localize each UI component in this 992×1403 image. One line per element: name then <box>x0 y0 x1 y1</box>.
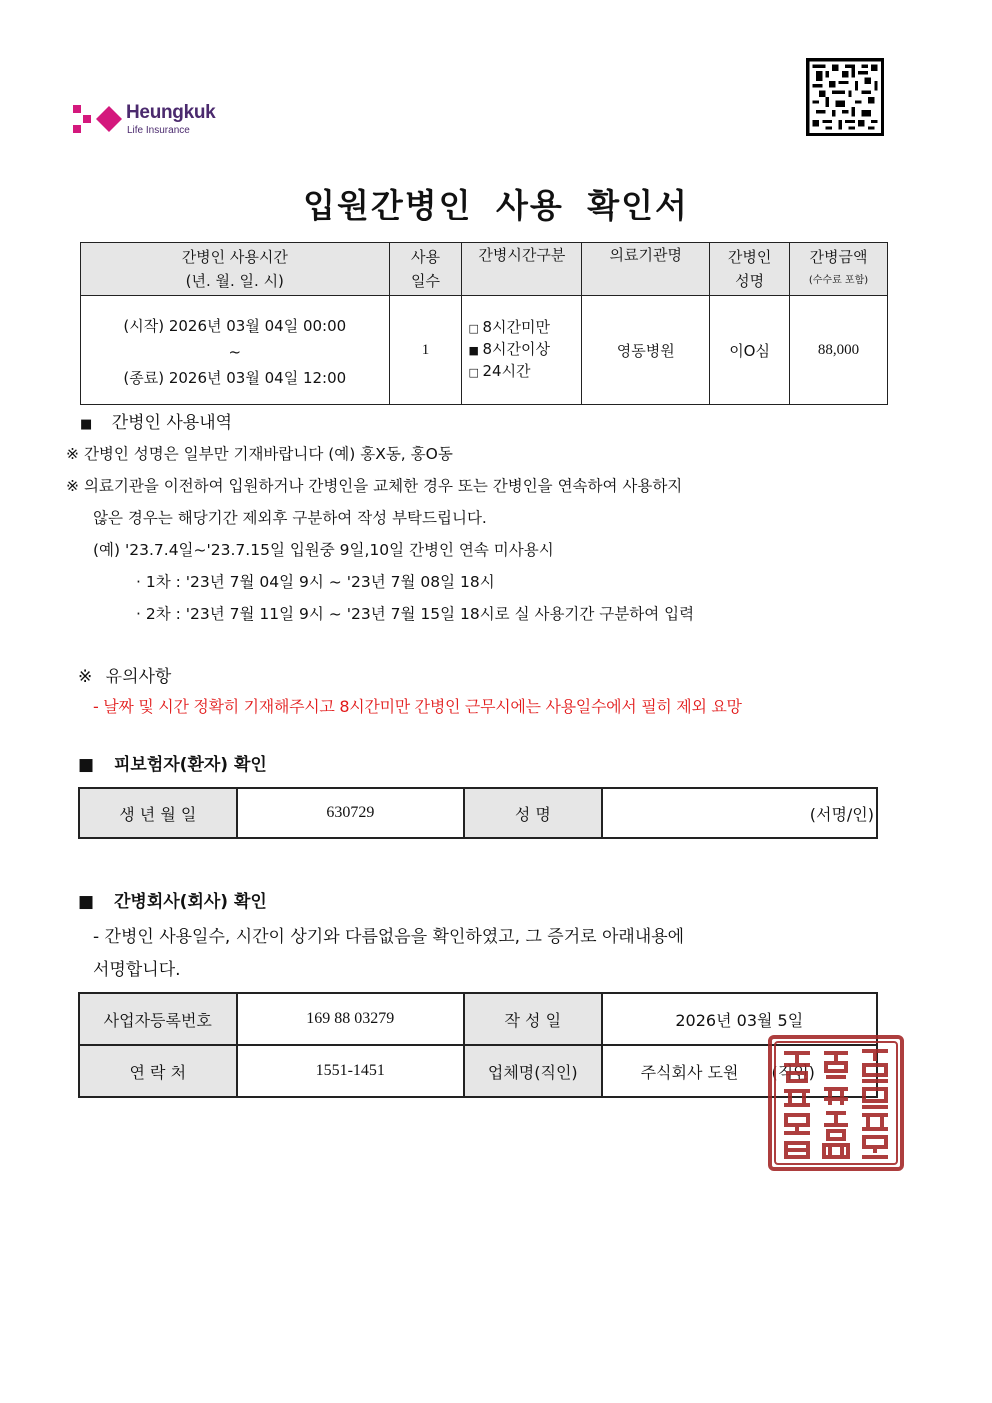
company-desc-line1: - 간병인 사용일수, 시간이 상기와 다름없음을 확인하였고, 그 증거로 아래내용에 <box>93 927 685 947</box>
usage-table-row <box>81 296 888 405</box>
usage-table-header <box>81 243 888 296</box>
note-1-text: 간병인 성명은 일부만 기재바랍니다 (예) 홍X동, 홍O동 <box>83 445 453 463</box>
note-2-line1: 의료기관을 이전하여 입원하거나 간병인을 교체한 경우 또는 간병인을 연속하여 사용하지 <box>83 477 683 495</box>
cell-usage-time <box>81 296 390 405</box>
cell-caregiver: 이O심 <box>710 296 790 405</box>
company-name: 주식회사 도원 <box>640 1062 739 1082</box>
header-caregiver <box>710 243 790 296</box>
header-category <box>462 243 582 296</box>
contact-value: 1551-1451 <box>237 1045 464 1097</box>
square-bullet-icon: ■ <box>78 892 95 912</box>
header-amount <box>790 243 888 296</box>
square-bullet-icon: ■ <box>78 755 95 775</box>
date-label: 작 성 일 <box>464 993 602 1045</box>
caution-heading-text: 유의사항 <box>105 667 172 687</box>
birth-value: 630729 <box>237 788 464 838</box>
example-line-1: · 1차 : '23년 7월 04일 9시 ~ '23년 7월 08일 18시 <box>136 573 495 591</box>
name-label: 성 명 <box>464 788 602 838</box>
note-2 <box>66 474 682 496</box>
cell-hospital: 영동병원 <box>582 296 710 405</box>
header-days-line2: 일수 <box>411 272 441 290</box>
company-name-label: 업체명(직인) <box>464 1045 602 1097</box>
registration-label: 사업자등록번호 <box>79 993 237 1045</box>
header-caregiver-line1: 간병인 <box>727 248 772 266</box>
caution-heading <box>78 662 171 687</box>
document-title: 입원간병인 사용 확인서 <box>303 186 689 225</box>
reference-mark-icon: ※ <box>78 667 93 687</box>
option-24h <box>468 361 581 383</box>
header-caregiver-line2: 성명 <box>735 272 765 290</box>
cell-category <box>462 296 582 405</box>
logo-brand: Heungkuk <box>126 102 216 123</box>
heungkuk-logo-icon <box>72 102 124 136</box>
patient-signature-field: (서명/인) <box>602 788 877 838</box>
contact-label: 연 락 처 <box>79 1045 237 1097</box>
registration-number: 169 88 03279 <box>237 993 464 1045</box>
patient-heading-text: 피보험자(환자) 확인 <box>113 755 267 775</box>
logo-subtitle: Life Insurance <box>127 125 190 136</box>
cell-amount: 88,000 <box>790 296 888 405</box>
example-text: (예) '23.7.4일~'23.7.15일 입원중 9일,10일 간병인 연속 미사용시 <box>93 541 554 559</box>
reference-mark-icon: ※ <box>66 445 79 463</box>
birth-label: 생 년 월 일 <box>79 788 237 838</box>
usage-table <box>80 242 888 405</box>
checkbox-empty-icon: □ <box>468 322 479 335</box>
header-amount-line1: 간병금액 <box>809 248 868 266</box>
option-label: 8시간이상 <box>482 340 550 358</box>
note-2-line2: 않은 경우는 해당기간 제외후 구분하여 작성 부탁드립니다. <box>93 509 487 527</box>
usage-tilde: ~ <box>228 343 242 361</box>
checkbox-checked-icon: ■ <box>468 344 479 357</box>
header-usage-time <box>81 243 390 296</box>
patient-table <box>78 787 878 839</box>
option-label: 24시간 <box>482 362 531 380</box>
note-1 <box>66 442 453 464</box>
reference-mark-icon: ※ <box>66 477 79 495</box>
option-over-8h <box>468 339 581 361</box>
usage-heading-text: 간병인 사용내역 <box>111 413 233 433</box>
date-value: 2026년 03월 5일 <box>602 993 877 1045</box>
option-under-8h <box>468 317 581 339</box>
header-time-line2: (년. 월. 일. 시) <box>185 272 284 290</box>
square-bullet-icon: ■ <box>80 417 93 432</box>
cell-usage-days: 1 <box>389 296 462 405</box>
option-label: 8시간미만 <box>482 318 550 336</box>
company-desc-line2: 서명합니다. <box>93 960 181 980</box>
header-hospital-label: 의료기관명 <box>609 246 682 264</box>
usage-heading <box>80 408 232 433</box>
usage-start: (시작) 2026년 03월 04일 00:00 <box>123 317 347 335</box>
header-usage-days <box>389 243 462 296</box>
header-category-label: 간병시간구분 <box>478 246 566 264</box>
qr-code-icon <box>806 58 884 136</box>
header-time-line1: 간병인 사용시간 <box>181 248 288 266</box>
example-line-2: · 2차 : '23년 7월 11일 9시 ~ '23년 7월 15일 18시로 실 사용기간 구분하여 입력 <box>136 605 695 623</box>
header-days-line1: 사용 <box>411 248 441 266</box>
checkbox-empty-icon: □ <box>468 366 479 379</box>
caution-text: - 날짜 및 시간 정확히 기재해주시고 8시간미만 간병인 근무시에는 사용일수에서 필히 제외 요망 <box>93 697 742 716</box>
company-table <box>78 992 878 1098</box>
patient-heading <box>78 750 267 775</box>
company-heading <box>78 887 267 912</box>
company-heading-text: 간병회사(회사) 확인 <box>113 892 267 912</box>
usage-end: (종료) 2026년 03월 04일 12:00 <box>123 369 347 387</box>
seal-note: (직인) <box>771 1062 815 1082</box>
company-logo <box>72 100 242 140</box>
company-seal-stamp-icon <box>766 1033 906 1173</box>
header-hospital <box>582 243 710 296</box>
header-amount-line2: (수수료 포함) <box>808 275 869 286</box>
